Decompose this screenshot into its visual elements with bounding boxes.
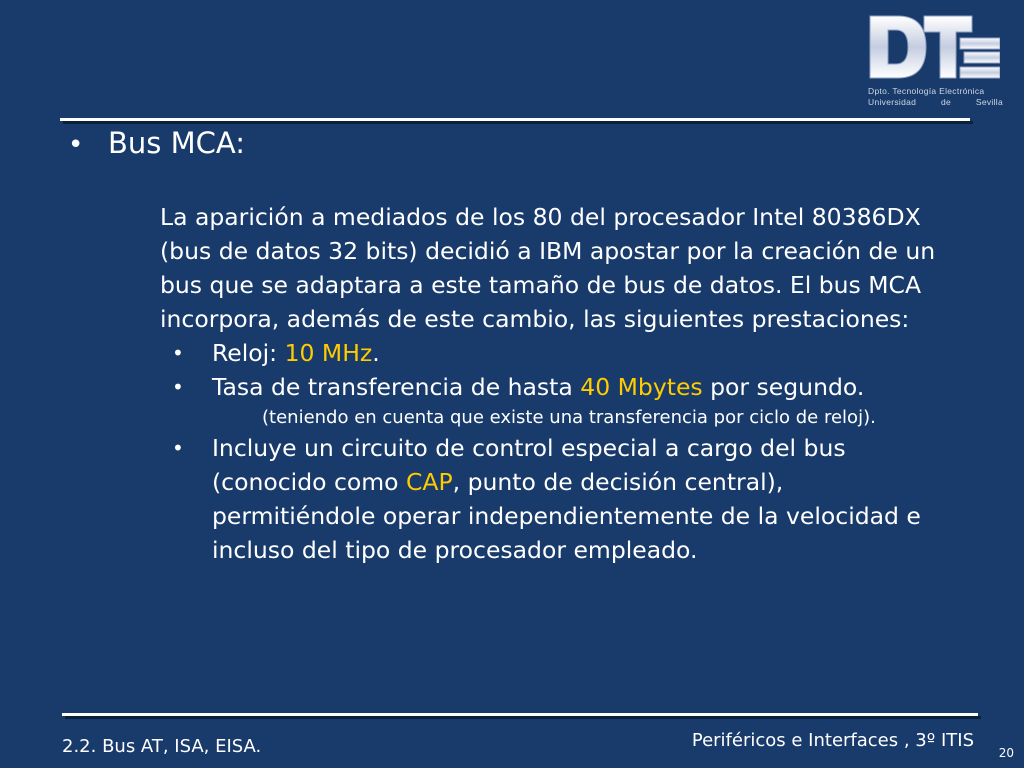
logo-university-word: Sevilla [975,97,1003,107]
bullet-icon: • [172,436,184,460]
item-text-end: por segundo. [702,373,865,401]
item-highlight: 40 Mbytes [580,373,703,401]
bottom-divider [62,713,978,716]
item-text: Incluye un circuito de control especial a cargo del bus (conocido como [212,434,846,496]
item-note: (teniendo en cuenta que existe una transferencia por ciclo de reloj). [262,407,876,428]
item-text-end: . [372,339,380,367]
logo-university [864,97,1003,107]
item-text: Tasa de transferencia de hasta [212,373,581,401]
list-item [160,370,950,431]
list-item [160,336,950,370]
dte-logo-letters [868,12,1000,82]
item-highlight: 10 MHz [284,339,373,367]
logo-university-word: de [940,97,952,107]
bullet-icon: • [172,341,184,365]
title-bullet: • [68,130,84,160]
slide-body [160,200,950,567]
bullet-icon: • [172,375,184,399]
slide-title [68,126,245,160]
list-item [160,431,950,567]
item-text: Reloj: [212,339,285,367]
logo-university-word: Universidad [868,97,917,107]
logo-department: Dpto. Tecnología Electrónica [868,86,985,96]
intro-paragraph: La aparición a mediados de los 80 del procesador Intel 80386DX (bus de datos 32 bits) decidió a IBM apostar por la creación de un bus que se adaptara a este tamaño de bus de datos. El bus MCA incorpora, además de este cambio, las siguientes prestaciones: [160,203,936,333]
item-text-end: , punto de decisión central), permitiéndole operar independientemente de la velocidad e incluso del tipo de procesador empleado. [212,468,921,564]
feature-list [160,336,950,567]
footer-section-title: 2.2. Bus AT, ISA, EISA. [62,736,262,757]
page-number: 20 [998,746,1014,760]
item-highlight: CAP [406,468,453,496]
dte-logo [862,12,1007,112]
footer-course: Periféricos e Interfaces , 3º ITIS [691,730,974,751]
top-divider [60,118,970,121]
title-text: Bus MCA: [108,126,245,160]
